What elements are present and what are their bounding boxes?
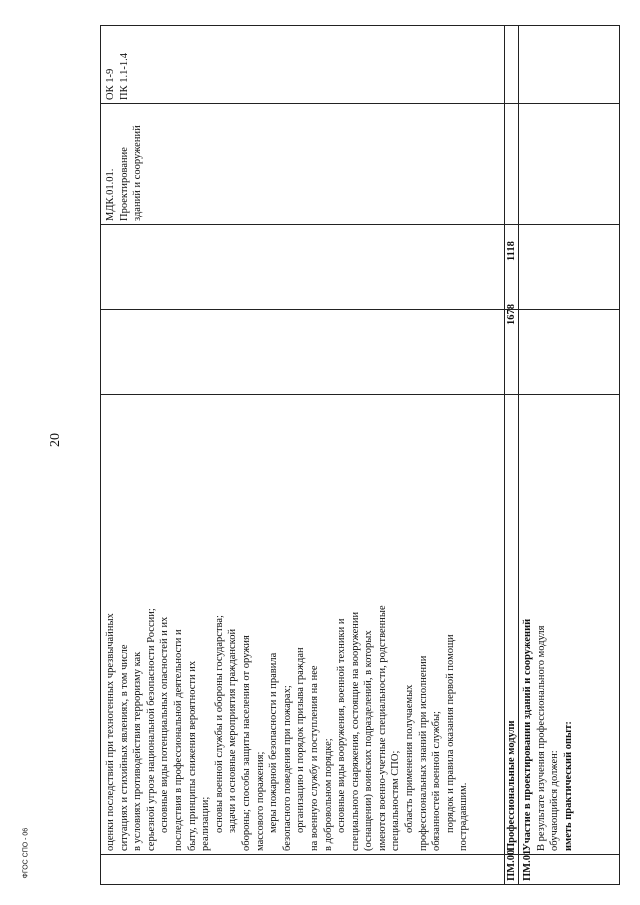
rotated-page [100, 25, 620, 885]
module-title: Участие в проектировании зданий и сооружений [522, 618, 533, 851]
competency-code: ПК 1.1-1.4 [118, 53, 130, 100]
text-line: обороны; способы защиты населения от оружия [240, 635, 252, 851]
text-line: основные виды потенциальных опасностей и их [159, 616, 171, 833]
text-line: в добровольном порядке; [322, 738, 334, 851]
footer-stamp: ФГОС СПО - 06 [22, 827, 30, 879]
course-title-line: Проектирование [118, 147, 130, 221]
text-line: меры пожарной безопасности и правила [268, 652, 280, 833]
text-line: реализации; [200, 796, 212, 851]
text-line: имеются военно-учетные специальности, родственные [376, 605, 388, 851]
course-title-line: зданий и сооружений [132, 125, 144, 221]
course-code: МДК.01.01. [105, 168, 116, 221]
text-line: быту, принципы снижения вероятности их [186, 660, 198, 851]
text-line: профессиональных знаний при исполнении [417, 655, 429, 851]
module-text: обучающийся должен: [549, 750, 561, 851]
text-line: серьезной угрозе национальной безопасности России; [145, 608, 157, 851]
text-line: основные виды вооружения, военной техники и [336, 618, 348, 833]
text-line: безопасного поведения при пожарах; [281, 685, 293, 851]
row-pm00-title: Профессиональные модули [506, 720, 517, 851]
text-line: основы военной службы и обороны государства; [213, 615, 225, 833]
text-line: порядок и правила оказания первой помощи [444, 634, 456, 833]
text-line: обязанностей военной службы; [431, 711, 443, 851]
row-pm00-code: ПМ.00 [506, 849, 517, 881]
text-line: ситуациях и стихийных явлениях, в том числе [118, 644, 130, 851]
text-line: специального снаряжения, состоящие на вооружении [349, 611, 361, 851]
text-line: задачи и основные мероприятия гражданской [227, 628, 239, 833]
curriculum-table [100, 25, 620, 885]
text-line: массового поражения; [254, 751, 266, 851]
text-line: на военную службу и поступления на нее [308, 665, 320, 851]
row-pm01-content [521, 401, 575, 851]
row-pm01-code: ПМ.01 [522, 849, 533, 881]
row-pm00-hours-max: 1678 [506, 304, 517, 325]
module-subheading: иметь практический опыт: [562, 721, 574, 851]
course-cell [104, 106, 145, 221]
competency-cell [104, 28, 131, 100]
text-line: оценки последствий при техногенных чрезвычайных [105, 613, 116, 851]
text-line: область применения получаемых [404, 684, 416, 833]
module-text: В результате изучения профессионального модуля [535, 625, 547, 851]
text-line: (оснащении) воинских подразделений, в которых [363, 630, 375, 851]
row-pm00-hours-class: 1118 [506, 241, 517, 261]
text-line: организацию и порядок призыва граждан [295, 647, 307, 833]
page-number: 20 [48, 433, 63, 447]
text-line: в условиях противодействия терроризму как [132, 651, 144, 851]
competency-code: ОК 1-9 [105, 68, 116, 100]
knowledge-list [104, 401, 471, 851]
text-line: пострадавшим. [458, 782, 470, 851]
text-line: специальностям СПО; [390, 750, 402, 851]
text-line: последствия в профессиональной деятельности и [172, 629, 184, 851]
